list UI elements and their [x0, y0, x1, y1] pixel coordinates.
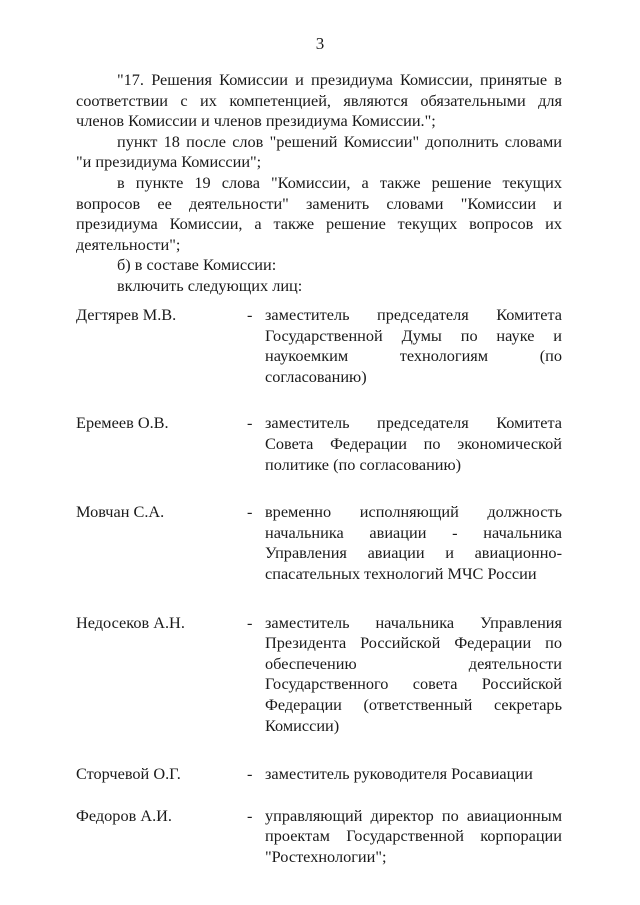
member-name: Дегтярев М.В. — [76, 305, 177, 324]
paragraph-item-19: в пункте 19 слова "Комиссии, а также решение текущих вопросов ее деятельности" заменить словами "Комиссии и президиума Комиссии, а также решение текущих вопросов их деятельности"; — [76, 172, 562, 254]
paragraph-item-18: пункт 18 после слов "решений Комиссии" дополнить словами "и президиума Комиссии"; — [76, 131, 562, 172]
page-number: 3 — [315, 34, 325, 53]
member-role: временно исполняющий должность начальника авиации - начальника Управления авиации и авиационно-спасательных технологий МЧС России — [265, 502, 562, 583]
paragraph-include-persons: включить следующих лиц: — [117, 275, 303, 295]
dash-separator: - — [247, 612, 253, 632]
list-item — [76, 613, 562, 737]
list-item — [76, 806, 562, 868]
member-name: Федоров А.И. — [76, 805, 172, 825]
paragraph-item-17: "17. Решения Комиссии и президиума Комиссии, принятые в соответствии с их компетенцией, являются обязательными для членов Комиссии и членов президиума Комиссии."; — [76, 70, 562, 131]
dash-separator: - — [247, 805, 253, 825]
list-item — [76, 305, 562, 387]
member-role: заместитель председателя Комитета Совета Федерации по экономической политике (по согласованию) — [265, 413, 562, 474]
amendment-text — [76, 70, 562, 297]
member-role: заместитель руководителя Росавиации — [265, 764, 533, 784]
dash-separator: - — [247, 305, 253, 324]
member-name: Мовчан С.А. — [76, 502, 165, 522]
member-role: заместитель председателя Комитета Государственной Думы по науке и наукоемким технологиям (по согласованию) — [265, 305, 562, 386]
dash-separator: - — [247, 413, 253, 433]
paragraph-composition: б) в составе Комиссии: — [117, 255, 277, 275]
member-role: управляющий директор по авиационным проектам Государственной корпорации "Ростехнологии"; — [265, 805, 562, 866]
member-name: Недосеков А.Н. — [76, 612, 185, 632]
dash-separator: - — [247, 764, 253, 784]
member-name: Еремеев О.В. — [76, 413, 169, 433]
list-item — [76, 413, 562, 475]
member-role: заместитель начальника Управления Президента Российской Федерации по обеспечению деятельности Государственного совета Российской Федерации (ответственный секретарь Комиссии) — [265, 612, 562, 735]
members-list — [76, 305, 562, 867]
dash-separator: - — [247, 502, 253, 522]
list-item — [76, 502, 562, 584]
list-item — [76, 764, 562, 785]
member-name: Сторчевой О.Г. — [76, 764, 181, 784]
